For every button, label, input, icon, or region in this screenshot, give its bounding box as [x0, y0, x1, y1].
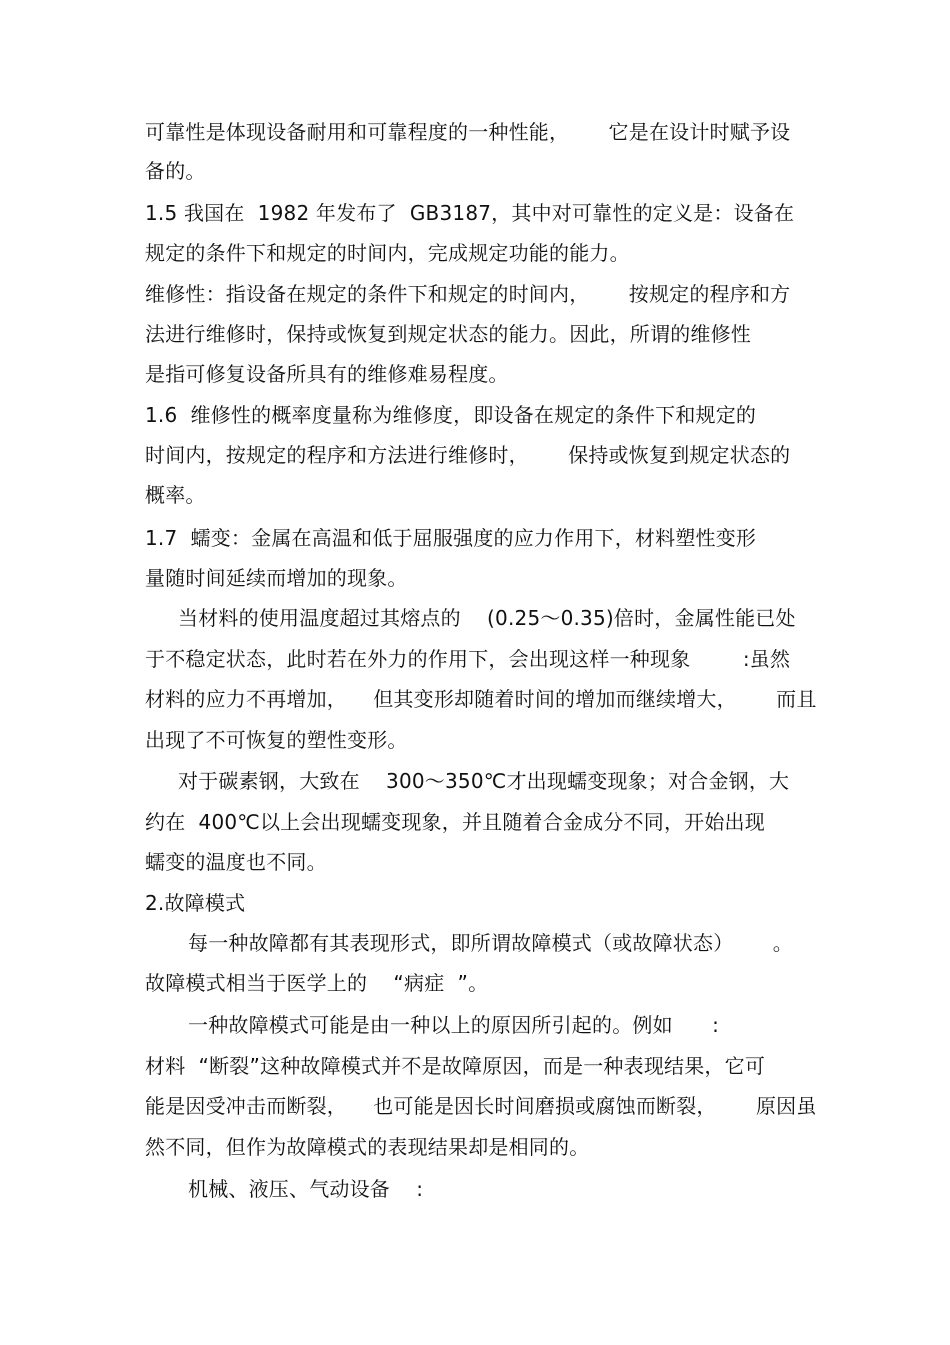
text-line: 能是因受冲击而断裂， 也可能是因长时间磨损或腐蚀而断裂， 原因虽 — [145, 1094, 817, 1118]
paragraph-line: 机械、液压、气动设备 : — [188, 1177, 424, 1201]
text-line: 材料的应力不再增加， 但其变形却随着时间的增加而继续增大， 而且 — [145, 687, 817, 711]
section-1-6-line: 1.6 维修性的概率度量称为维修度，即设备在规定的条件下和规定的 — [145, 403, 757, 427]
text-line: 然不同，但作为故障模式的表现结果却是相同的。 — [145, 1135, 590, 1159]
paragraph-line: 一种故障模式可能是由一种以上的原因所引起的。例如 : — [188, 1013, 720, 1037]
maintainability-line: 维修性：指设备在规定的条件下和规定的时间内， 按规定的程序和方 — [145, 282, 791, 306]
text-line: 概率。 — [145, 483, 206, 507]
text-line: 约在 400℃以上会出现蠕变现象，并且随着合金成分不同，开始出现 — [145, 810, 765, 834]
text-line: 量随时间延续而增加的现象。 — [145, 566, 408, 590]
text-line: 时间内，按规定的程序和方法进行维修时， 保持或恢复到规定状态的 — [145, 443, 791, 467]
text-line: 出现了不可恢复的塑性变形。 — [145, 728, 408, 752]
text-line: 于不稳定状态，此时若在外力的作用下，会出现这样一种现象 :虽然 — [145, 647, 791, 671]
text-line: 蠕变的温度也不同。 — [145, 850, 327, 874]
text-line: 是指可修复设备所具有的维修难易程度。 — [145, 362, 509, 386]
text-line: 材料 “断裂”这种故障模式并不是故障原因，而是一种表现结果，它可 — [145, 1054, 766, 1078]
text-line: 规定的条件下和规定的时间内，完成规定功能的能力。 — [145, 241, 630, 265]
section-2-heading: 2.故障模式 — [145, 891, 246, 915]
section-1-5-line: 1.5 我国在 1982 年发布了 GB3187，其中对可靠性的定义是：设备在 — [145, 201, 795, 225]
text-line: 法进行维修时，保持或恢复到规定状态的能力。因此，所谓的维修性 — [145, 322, 751, 346]
section-1-7-line: 1.7 蠕变：金属在高温和低于屈服强度的应力作用下，材料塑性变形 — [145, 526, 757, 550]
paragraph-line: 对于碳素钢，大致在 300～350℃才出现蠕变现象；对合金钢，大 — [178, 769, 790, 793]
paragraph-line: 当材料的使用温度超过其熔点的 (0.25～0.35)倍时，金属性能已处 — [178, 606, 796, 630]
text-line: 备的。 — [145, 159, 206, 183]
text-line: 可靠性是体现设备耐用和可靠程度的一种性能， 它是在设计时赋予设 — [145, 120, 791, 144]
text-line: 故障模式相当于医学上的 “病症 ”。 — [145, 971, 489, 995]
paragraph-line: 每一种故障都有其表现形式，即所谓故障模式（或故障状态） 。 — [188, 931, 793, 955]
